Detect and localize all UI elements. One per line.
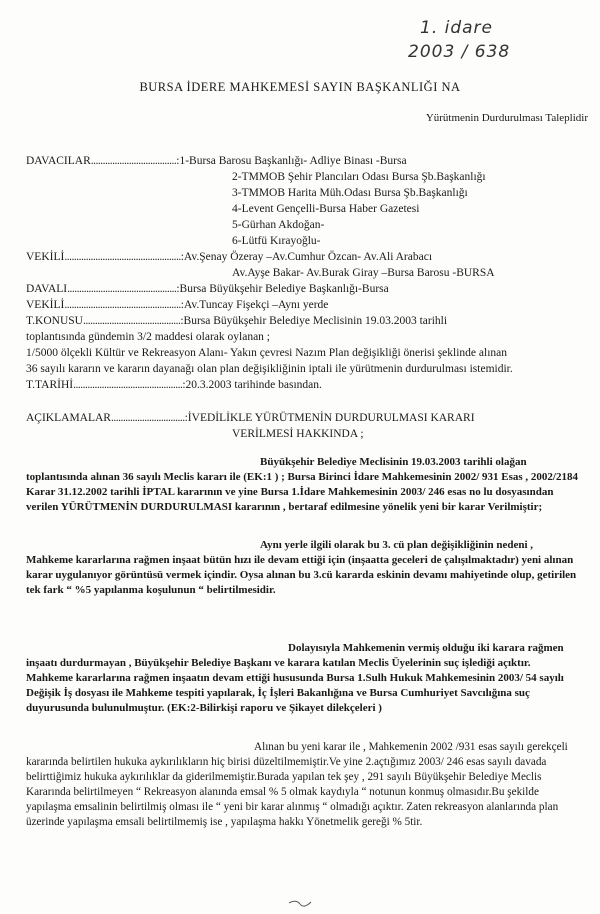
paragraph-3: Dolayısıyla Mahkemenin vermiş olduğu iki karara rağmen inşaatı durdurmayan , Büyükşehir Belediye Başkanı ve karara katılan Meclis Üyelerinin suç işlediği açıktır. Mahkeme kararlarına rağmen inşaatın devam ettiği hususunda Bursa 1.Sulh Hukuk Mahkemesinin 2003/ 54 sayılı Değişik İş dosyası ile Mahkeme tespiti yapılarak, İç İşleri Bakanlığına ve Bursa Cumhuriyet Savcılığına suç duyurusunda bulunulmuştur. (EK:2-Bilirkişi raporu ve Şikayet dilekçeleri ) — [26, 642, 564, 714]
konusu-cont: 36 sayılı kararın ve kararın dayanağı olan plan değişikliğinin iptali ile yürütmenin durdurulması istemidir. — [26, 363, 513, 375]
davacilar-item: 2-TMMOB Şehir Plancıları Odası Bursa Şb.Başkanlığı — [232, 171, 486, 183]
vekili-value-cont: Av.Ayşe Bakar- Av.Burak Giray –Bursa Barosu -BURSA — [232, 267, 495, 279]
konusu-value: :Bursa Büyükşehir Belediye Meclisinin 19.03.2003 tarihli — [180, 315, 448, 327]
vekili-label: VEKİLİ — [26, 251, 65, 263]
davacilar-label: DAVACILAR — [26, 155, 91, 167]
paragraph-4: Alınan bu yeni karar ile , Mahkemenin 2002 /931 esas sayılı gerekçeli kararında belirtilen hukuka aykırılıkların hiç birisi düzeltilmemiştir.Ve yine 2.açtığımız 2003/ 246 esas sayılı davada belirttiğimiz hukuka aykırılıklar da giderilmemiştir.Burada yapılan tek şey , 291 sayılı Büyükşehir Belediye Meclis Kararında belirtilmeyen “ Rekreasyon alanında emsal % 5 olmak kaydıyla “ notunun konmuş olmasıdır.Bu şekilde yapılaşma emsalinin belirtilmiş olması ile “ yeni bir karar alınmış “ olmadığı açıktır. Zaten rekreasyon alanlarında plan üzerinde yapılaşma emsali belirtilmemiş ise , yapılaşma hakkı Yönetmelik gereği % 5tir. — [26, 741, 568, 828]
aciklamalar-heading: :İVEDİLİKLE YÜRÜTMENİN DURDURULMASI KARARI — [184, 412, 475, 424]
aciklamalar-row — [26, 412, 475, 424]
davacilar-item: :1-Bursa Barosu Başkanlığı- Adliye Binası -Bursa — [176, 155, 407, 167]
document-title: BURSA İDERE MAHKEMESİ SAYIN BAŞKANLIĞI NA — [139, 80, 461, 94]
handwritten-note-court: 1. idare — [420, 18, 494, 38]
davali-dots: .............................................. — [67, 283, 177, 295]
davacilar-row — [26, 155, 407, 167]
davali-label: DAVALI — [26, 283, 68, 295]
vekili-row — [26, 251, 432, 263]
davali-value: :Bursa Büyükşehir Belediye Başkanlığı-Bursa — [176, 283, 389, 295]
paragraph-1: Büyükşehir Belediye Meclisinin 19.03.2003 tarihli olağan toplantısında alınan 36 sayılı Meclis kararı ile (EK:1 ) ; Bursa Birinci İdare Mahkemesinin 2002/ 931 Esas , 2002/2184 Karar 31.12.2002 tarihli İPTAL kararının ve yine Bursa 1.İdare Mahkemesinin 2003/ 246 esas no lu dosyasından verilen YÜRÜTMENİN DURDURULMASI kararının , bertaraf edilmesine yönelik yeni bir karar Verilmiştir; — [26, 456, 578, 513]
vekili-dots: ................................................. — [64, 251, 181, 263]
document-subtitle: Yürütmenin Durdurulması Taleplidir — [425, 112, 588, 124]
davali-row — [26, 283, 389, 295]
konusu-label: T.KONUSU — [26, 315, 83, 327]
tarihi-label: T.TARİHİ — [26, 379, 74, 391]
konusu-cont: 1/5000 ölçekli Kültür ve Rekreasyon Alanı- Yakın çevresi Nazım Plan değişikliği önerisi şeklinde alınan — [26, 347, 507, 359]
davali-vekili-value: :Av.Tuncay Fişekçi –Aynı yerde — [180, 299, 329, 311]
tarihi-dots: .............................................. — [73, 379, 183, 391]
davacilar-item: 3-TMMOB Harita Müh.Odası Bursa Şb.Başkanlığı — [232, 187, 468, 199]
handwritten-note-case-number: 2003 / 638 — [408, 42, 511, 62]
davacilar-item: 4-Levent Gençelli-Bursa Haber Gazetesi — [232, 203, 420, 215]
davacilar-item: 6-Lütfü Kırayoğlu- — [232, 235, 321, 247]
paragraph-2: Aynı yerle ilgili olarak bu 3. cü plan değişikliğinin nedeni , Mahkeme kararlarına rağmen inşaat bütün hızı ile devam ettiği için (inşaatta geceleri de çalışılmaktadır) yeni alınan karar uygulanıyor görüntüsü vermek içindir. Oysa alınan bu 3.cü kararda eskinin devamı mahiyetinde olup, getirilen tek fark “ %5 yapılanma koşulunun “ belirtilmesidir. — [26, 539, 577, 596]
aciklamalar-dots: ............................... — [110, 412, 185, 424]
vekili-value: :Av.Şenay Özeray –Av.Cumhur Özcan- Av.Ali Arabacı — [180, 251, 433, 263]
konusu-row — [26, 315, 447, 327]
page-mark-icon — [288, 898, 312, 908]
davacilar-item: 5-Gürhan Akdoğan- — [232, 219, 325, 231]
konusu-dots: ......................................... — [82, 315, 181, 327]
davali-vekili-label: VEKİLİ — [26, 299, 65, 311]
aciklamalar-label: AÇIKLAMALAR — [26, 412, 111, 424]
aciklamalar-heading-cont: VERİLMESİ HAKKINDA ; — [232, 428, 364, 440]
davali-vekili-dots: ................................................. — [64, 299, 181, 311]
konusu-cont: toplantısında gündemin 3/2 maddesi olarak oylanan ; — [26, 331, 271, 343]
davacilar-dots: .................................... — [90, 155, 177, 167]
tarihi-value: :20.3.2003 tarihinde basından. — [182, 379, 322, 391]
tarihi-row — [26, 379, 322, 391]
davali-vekili-row — [26, 299, 328, 311]
